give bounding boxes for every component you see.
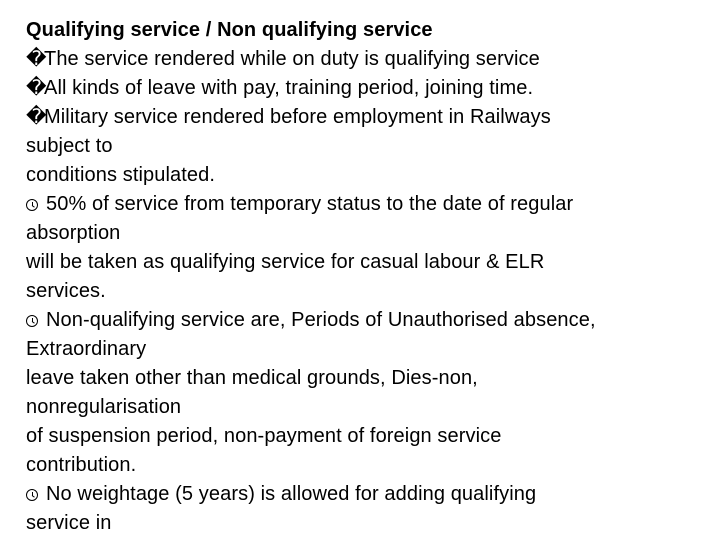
body-line: [26, 74, 716, 103]
body-line: [26, 306, 716, 335]
body-line-text: The service rendered while on duty is qualifying service: [44, 48, 540, 70]
clock-icon: [26, 199, 38, 211]
slide-content: [26, 16, 716, 538]
body-line-text: 50% of service from temporary status to the date of regular: [46, 193, 574, 215]
page-title: Qualifying service / Non qualifying service: [26, 19, 433, 41]
body-line: [26, 190, 716, 219]
body-line: absorption: [26, 222, 121, 244]
body-line: will be taken as qualifying service for casual labour & ELR: [26, 251, 545, 273]
body-line: [26, 45, 716, 74]
body-line-text: All kinds of leave with pay, training period, joining time.: [44, 77, 534, 99]
replacement-glyph-icon: �: [26, 77, 47, 99]
body-line: [26, 103, 716, 132]
body-line: Extraordinary: [26, 338, 147, 360]
body-line: subject to: [26, 135, 113, 157]
body-line: conditions stipulated.: [26, 164, 215, 186]
body-line-text: Non-qualifying service are, Periods of Unauthorised absence,: [46, 309, 596, 331]
clock-icon: [26, 315, 38, 327]
body-line: nonregularisation: [26, 396, 182, 418]
body-line: contribution.: [26, 454, 137, 476]
body-line: service in: [26, 512, 112, 534]
body-line: services.: [26, 280, 106, 302]
body-line: of suspension period, non-payment of foreign service: [26, 425, 502, 447]
clock-icon: [26, 489, 38, 501]
replacement-glyph-icon: �: [26, 106, 47, 128]
replacement-glyph-icon: �: [26, 48, 47, 70]
body-line: leave taken other than medical grounds, Dies-non,: [26, 367, 478, 389]
body-line: [26, 480, 716, 509]
body-line-text: Military service rendered before employment in Railways: [44, 106, 551, 128]
body-line-text: No weightage (5 years) is allowed for adding qualifying: [46, 483, 537, 505]
